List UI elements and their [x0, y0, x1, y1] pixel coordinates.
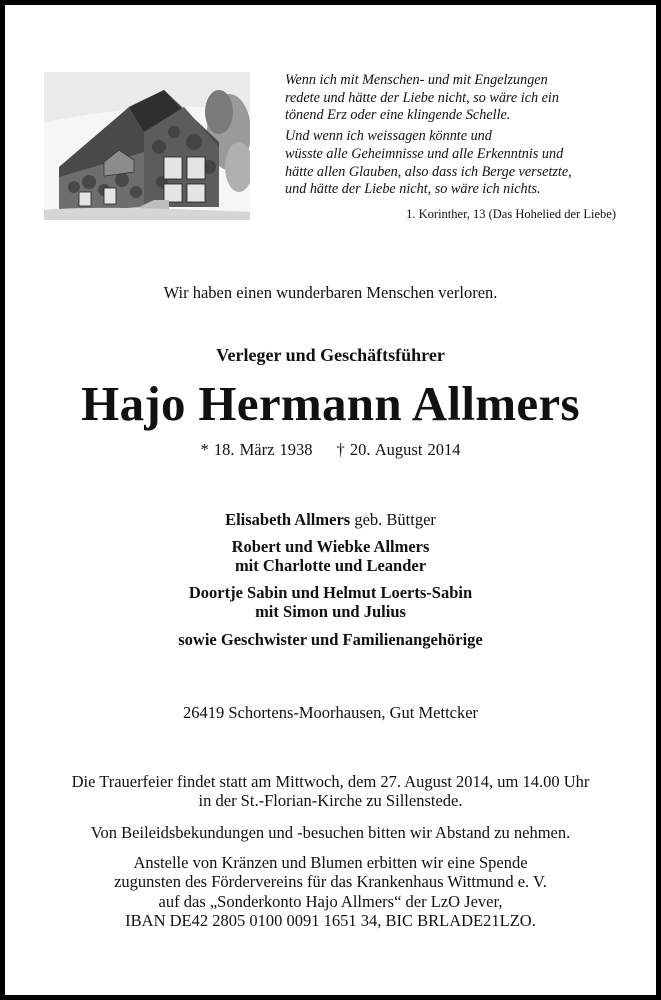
family-line: Robert und Wiebke Allmers — [231, 537, 430, 556]
birth-date: * 18. März 1938 — [200, 440, 313, 459]
intro-text: Wir haben einen wunderbaren Menschen verloren. — [163, 283, 498, 302]
quote-stanza-2 — [285, 128, 620, 199]
family-relatives: sowie Geschwister und Familienangehörige — [178, 630, 483, 649]
deceased-role: Verleger und Geschäftsführer — [216, 345, 445, 365]
family-line: mit Simon und Julius — [255, 602, 406, 621]
quote-line: wüsste alle Geheimnisse und alle Erkenntnis und — [285, 145, 564, 162]
funeral-line: Die Trauerfeier findet statt am Mittwoch, dem 27. August 2014, um 14.00 Uhr — [71, 772, 590, 791]
family-widow — [0, 510, 661, 529]
quote-line: und hätte der Liebe nicht, so wäre ich nichts. — [285, 181, 541, 198]
quote-line: hätte allen Glauben, also dass ich Berge versetzte, — [285, 163, 572, 180]
widow-name: Elisabeth Allmers — [225, 510, 351, 529]
funeral-line: in der St.-Florian-Kirche zu Sillenstede. — [198, 791, 463, 810]
quote-source: 1. Korinther, 13 (Das Hohelied der Liebe) — [406, 207, 616, 221]
funeral-info — [0, 772, 661, 810]
quote-line: Wenn ich mit Menschen- und mit Engelzungen — [285, 72, 548, 88]
donation-line: Anstelle von Kränzen und Blumen erbitten wir eine Spende — [133, 853, 528, 872]
donation-line: IBAN DE42 2805 0100 0091 1651 34, BIC BRLADE21LZO. — [125, 910, 536, 930]
widow-birthname: geb. Büttger — [350, 510, 436, 529]
donation-line: zugunsten des Fördervereins für das Krankenhaus Wittmund e. V. — [114, 872, 547, 892]
family-line: Doortje Sabin und Helmut Loerts-Sabin — [188, 583, 473, 602]
family-line: mit Charlotte und Leander — [234, 556, 427, 575]
donation-info — [0, 853, 661, 930]
life-dates — [0, 440, 661, 460]
family-address: 26419 Schortens-Moorhausen, Gut Mettcker — [182, 703, 479, 722]
quote-line: Und wenn ich weissagen könnte und — [285, 128, 492, 145]
quote-line: redete und hätte der Liebe nicht, so wäre ich ein — [285, 89, 559, 106]
quote-stanza-1 — [285, 72, 620, 125]
family-daughter — [0, 583, 661, 621]
bible-quote — [285, 72, 620, 202]
family-son — [0, 537, 661, 575]
donation-line: auf das „Sonderkonto Hajo Allmers“ der LzO Jever, — [158, 891, 503, 911]
deceased-name: Hajo Hermann Allmers — [81, 376, 580, 431]
death-date: † 20. August 2014 — [336, 440, 461, 459]
condolence-note: Von Beileidsbekundungen und -besuchen bitten wir Abstand zu nehmen. — [90, 823, 571, 842]
quote-line: tönend Erz oder eine klingende Schelle. — [285, 107, 511, 124]
house-sketch-image — [44, 72, 250, 220]
